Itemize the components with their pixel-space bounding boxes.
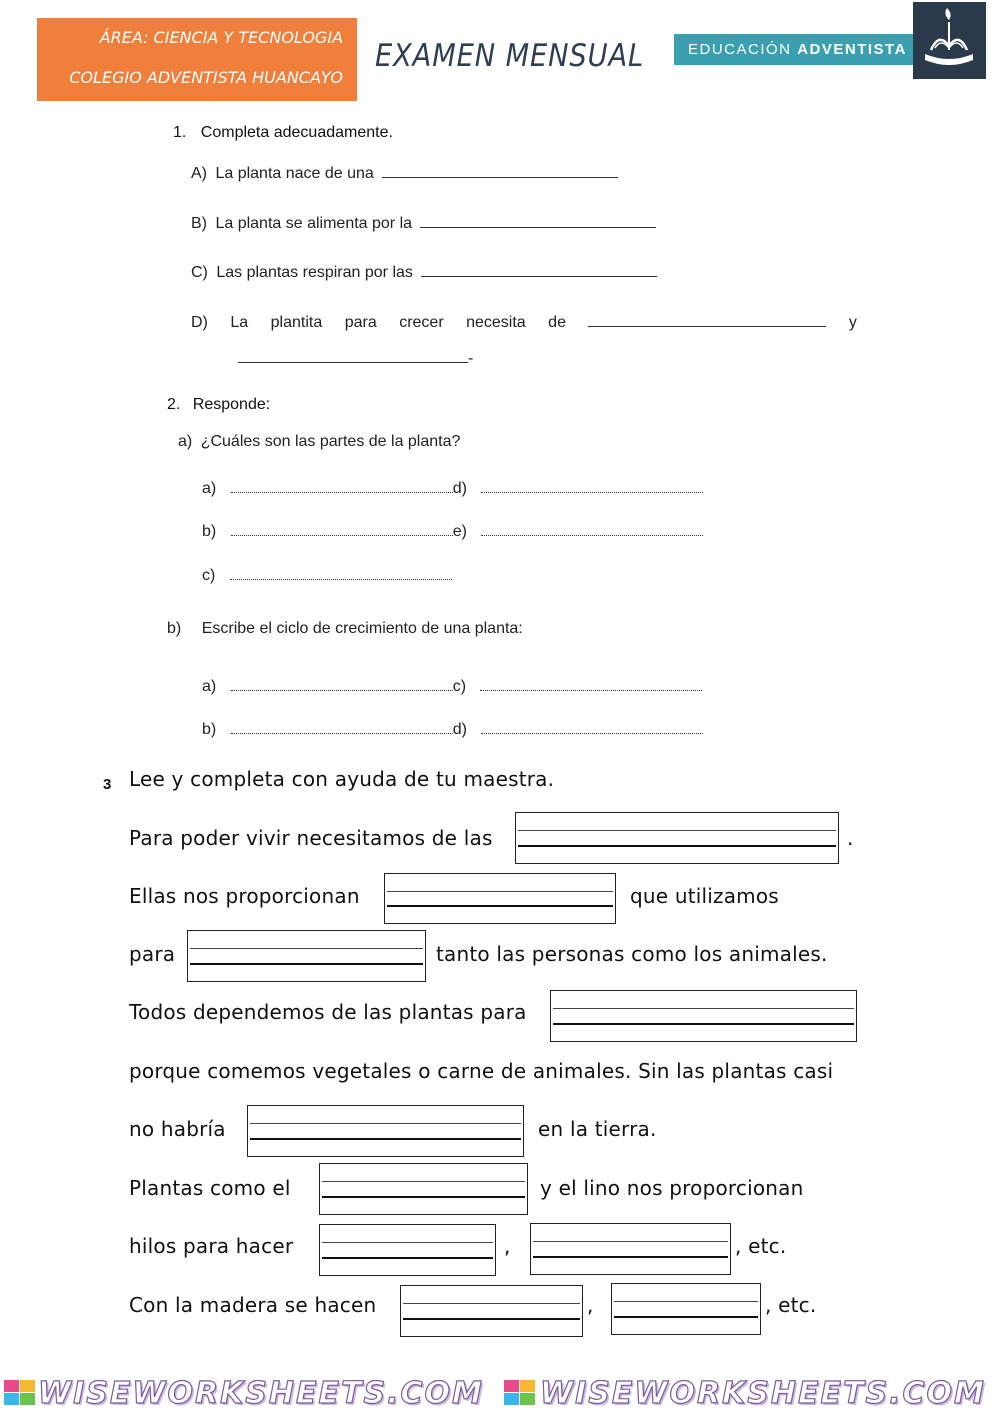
answer-box[interactable] — [550, 990, 857, 1042]
brand-bold: ADVENTISTA — [797, 41, 907, 58]
section3-heading: Lee y completa con ayuda de tu maestra. — [129, 767, 555, 791]
answer-blank[interactable] — [420, 212, 656, 228]
answer-blank[interactable] — [421, 261, 657, 277]
word: para — [344, 314, 377, 331]
item-text: La planta se alimenta por la — [215, 215, 413, 232]
watermark-text: WISEWORKSHEETS.COM — [38, 1376, 484, 1411]
text-line: . — [847, 826, 854, 850]
school-label: COLEGIO ADVENTISTA HUANCAYO — [69, 68, 343, 87]
text-line: , — [504, 1234, 511, 1258]
answer-blank[interactable] — [238, 347, 468, 363]
section1-title: Completa adecuadamente — [200, 124, 389, 141]
dotted-blank[interactable] — [481, 478, 703, 493]
page-title: EXAMEN MENSUAL — [375, 38, 645, 74]
answer-blank[interactable] — [588, 311, 826, 327]
line-end: - — [468, 350, 474, 367]
answer-row — [202, 565, 452, 585]
answer-box[interactable] — [384, 873, 616, 924]
answer-row — [202, 521, 703, 541]
dotted-blank[interactable] — [481, 521, 703, 536]
question-1d-continued — [238, 347, 473, 368]
dotted-blank[interactable] — [230, 565, 452, 580]
brand-bar — [674, 34, 919, 65]
answer-box[interactable] — [515, 812, 839, 864]
question-2b — [167, 620, 523, 638]
answer-label: a) — [202, 480, 217, 497]
word: plantita — [270, 314, 323, 331]
item-letter: C) — [191, 264, 208, 281]
answer-label: e) — [452, 523, 467, 540]
answer-label: b) — [202, 721, 217, 738]
text-line: Todos dependemos de las plantas para — [129, 1000, 527, 1024]
watermark-text: WISEWORKSHEETS.COM — [540, 1376, 986, 1411]
text-line: , etc. — [735, 1234, 787, 1258]
text-line: no habría — [129, 1117, 226, 1141]
text-line: hilos para hacer — [129, 1234, 294, 1258]
area-label: ÁREA: CIENCIA Y TECNOLOGIA — [99, 28, 343, 47]
answer-row — [202, 676, 702, 696]
text-line: Plantas como el — [129, 1176, 291, 1200]
answer-box[interactable] — [247, 1105, 524, 1157]
answer-row — [202, 478, 703, 498]
text-line: Con la madera se hacen — [129, 1293, 377, 1317]
answer-box[interactable] — [611, 1283, 761, 1335]
answer-label: c) — [202, 567, 216, 584]
dotted-blank[interactable] — [231, 676, 453, 691]
text-line: porque comemos vegetales o carne de animales. Sin las plantas casi — [129, 1059, 834, 1083]
section2-title: Responde: — [192, 396, 271, 413]
brand-light: EDUCACIÓN — [688, 41, 792, 58]
text-line: , etc. — [765, 1293, 817, 1317]
answer-label: a) — [202, 678, 217, 695]
question-label: b) — [167, 620, 182, 637]
question-label: a) — [178, 433, 193, 450]
word: crecer — [399, 314, 444, 331]
section3-number: 3 — [103, 776, 112, 793]
wiseworksheets-logo-icon — [504, 1380, 536, 1406]
answer-box[interactable] — [530, 1223, 731, 1275]
section2-number: 2. — [167, 396, 181, 413]
section1-number: 1. — [173, 124, 187, 141]
answer-box[interactable] — [319, 1224, 496, 1276]
item-letter: A) — [191, 165, 207, 182]
text-line: y el lino nos proporcionan — [540, 1176, 804, 1200]
item-letter: B) — [191, 215, 207, 232]
dotted-blank[interactable] — [480, 676, 702, 691]
text-line: para — [129, 942, 176, 966]
text-line: que utilizamos — [630, 884, 779, 908]
answer-label: b) — [202, 523, 217, 540]
item-text: La planta nace de una — [215, 165, 374, 182]
text-line: Ellas nos proporcionan — [129, 884, 360, 908]
section1-heading — [173, 124, 393, 142]
section2-heading — [167, 396, 270, 414]
question-1a — [191, 162, 618, 183]
text-line: , — [587, 1293, 594, 1317]
text-line: en la tierra. — [538, 1117, 657, 1141]
wiseworksheets-logo-icon — [4, 1380, 36, 1406]
answer-box[interactable] — [400, 1285, 583, 1337]
answer-box[interactable] — [319, 1163, 528, 1215]
answer-label: d) — [452, 480, 467, 497]
answer-box[interactable] — [187, 930, 426, 982]
question-text: ¿Cuáles son las partes de la planta? — [200, 433, 461, 450]
text-line: tanto las personas como los animales. — [436, 942, 828, 966]
item-letter: D) — [191, 314, 208, 331]
answer-row — [202, 719, 703, 739]
watermark-footer — [0, 1372, 1000, 1413]
word: La — [230, 314, 249, 331]
word: de — [548, 314, 566, 331]
dotted-blank[interactable] — [231, 478, 453, 493]
conjunction: y — [848, 314, 857, 331]
dotted-blank[interactable] — [481, 719, 703, 734]
question-1c — [191, 261, 657, 282]
word: necesita — [466, 314, 526, 331]
dotted-blank[interactable] — [231, 521, 453, 536]
dotted-blank[interactable] — [231, 719, 453, 734]
question-1b — [191, 212, 656, 233]
section1-title-end: . — [388, 124, 393, 141]
answer-blank[interactable] — [382, 162, 618, 178]
question-1d — [191, 311, 857, 332]
item-text: Las plantas respiran por las — [216, 264, 413, 281]
answer-label: c) — [452, 678, 467, 695]
header-banner — [37, 18, 357, 101]
answer-label: d) — [452, 721, 467, 738]
question-text: Escribe el ciclo de crecimiento de una planta: — [201, 620, 523, 637]
question-2a — [178, 433, 460, 451]
text-line: Para poder vivir necesitamos de las — [129, 826, 493, 850]
adventist-logo-icon — [913, 2, 986, 79]
